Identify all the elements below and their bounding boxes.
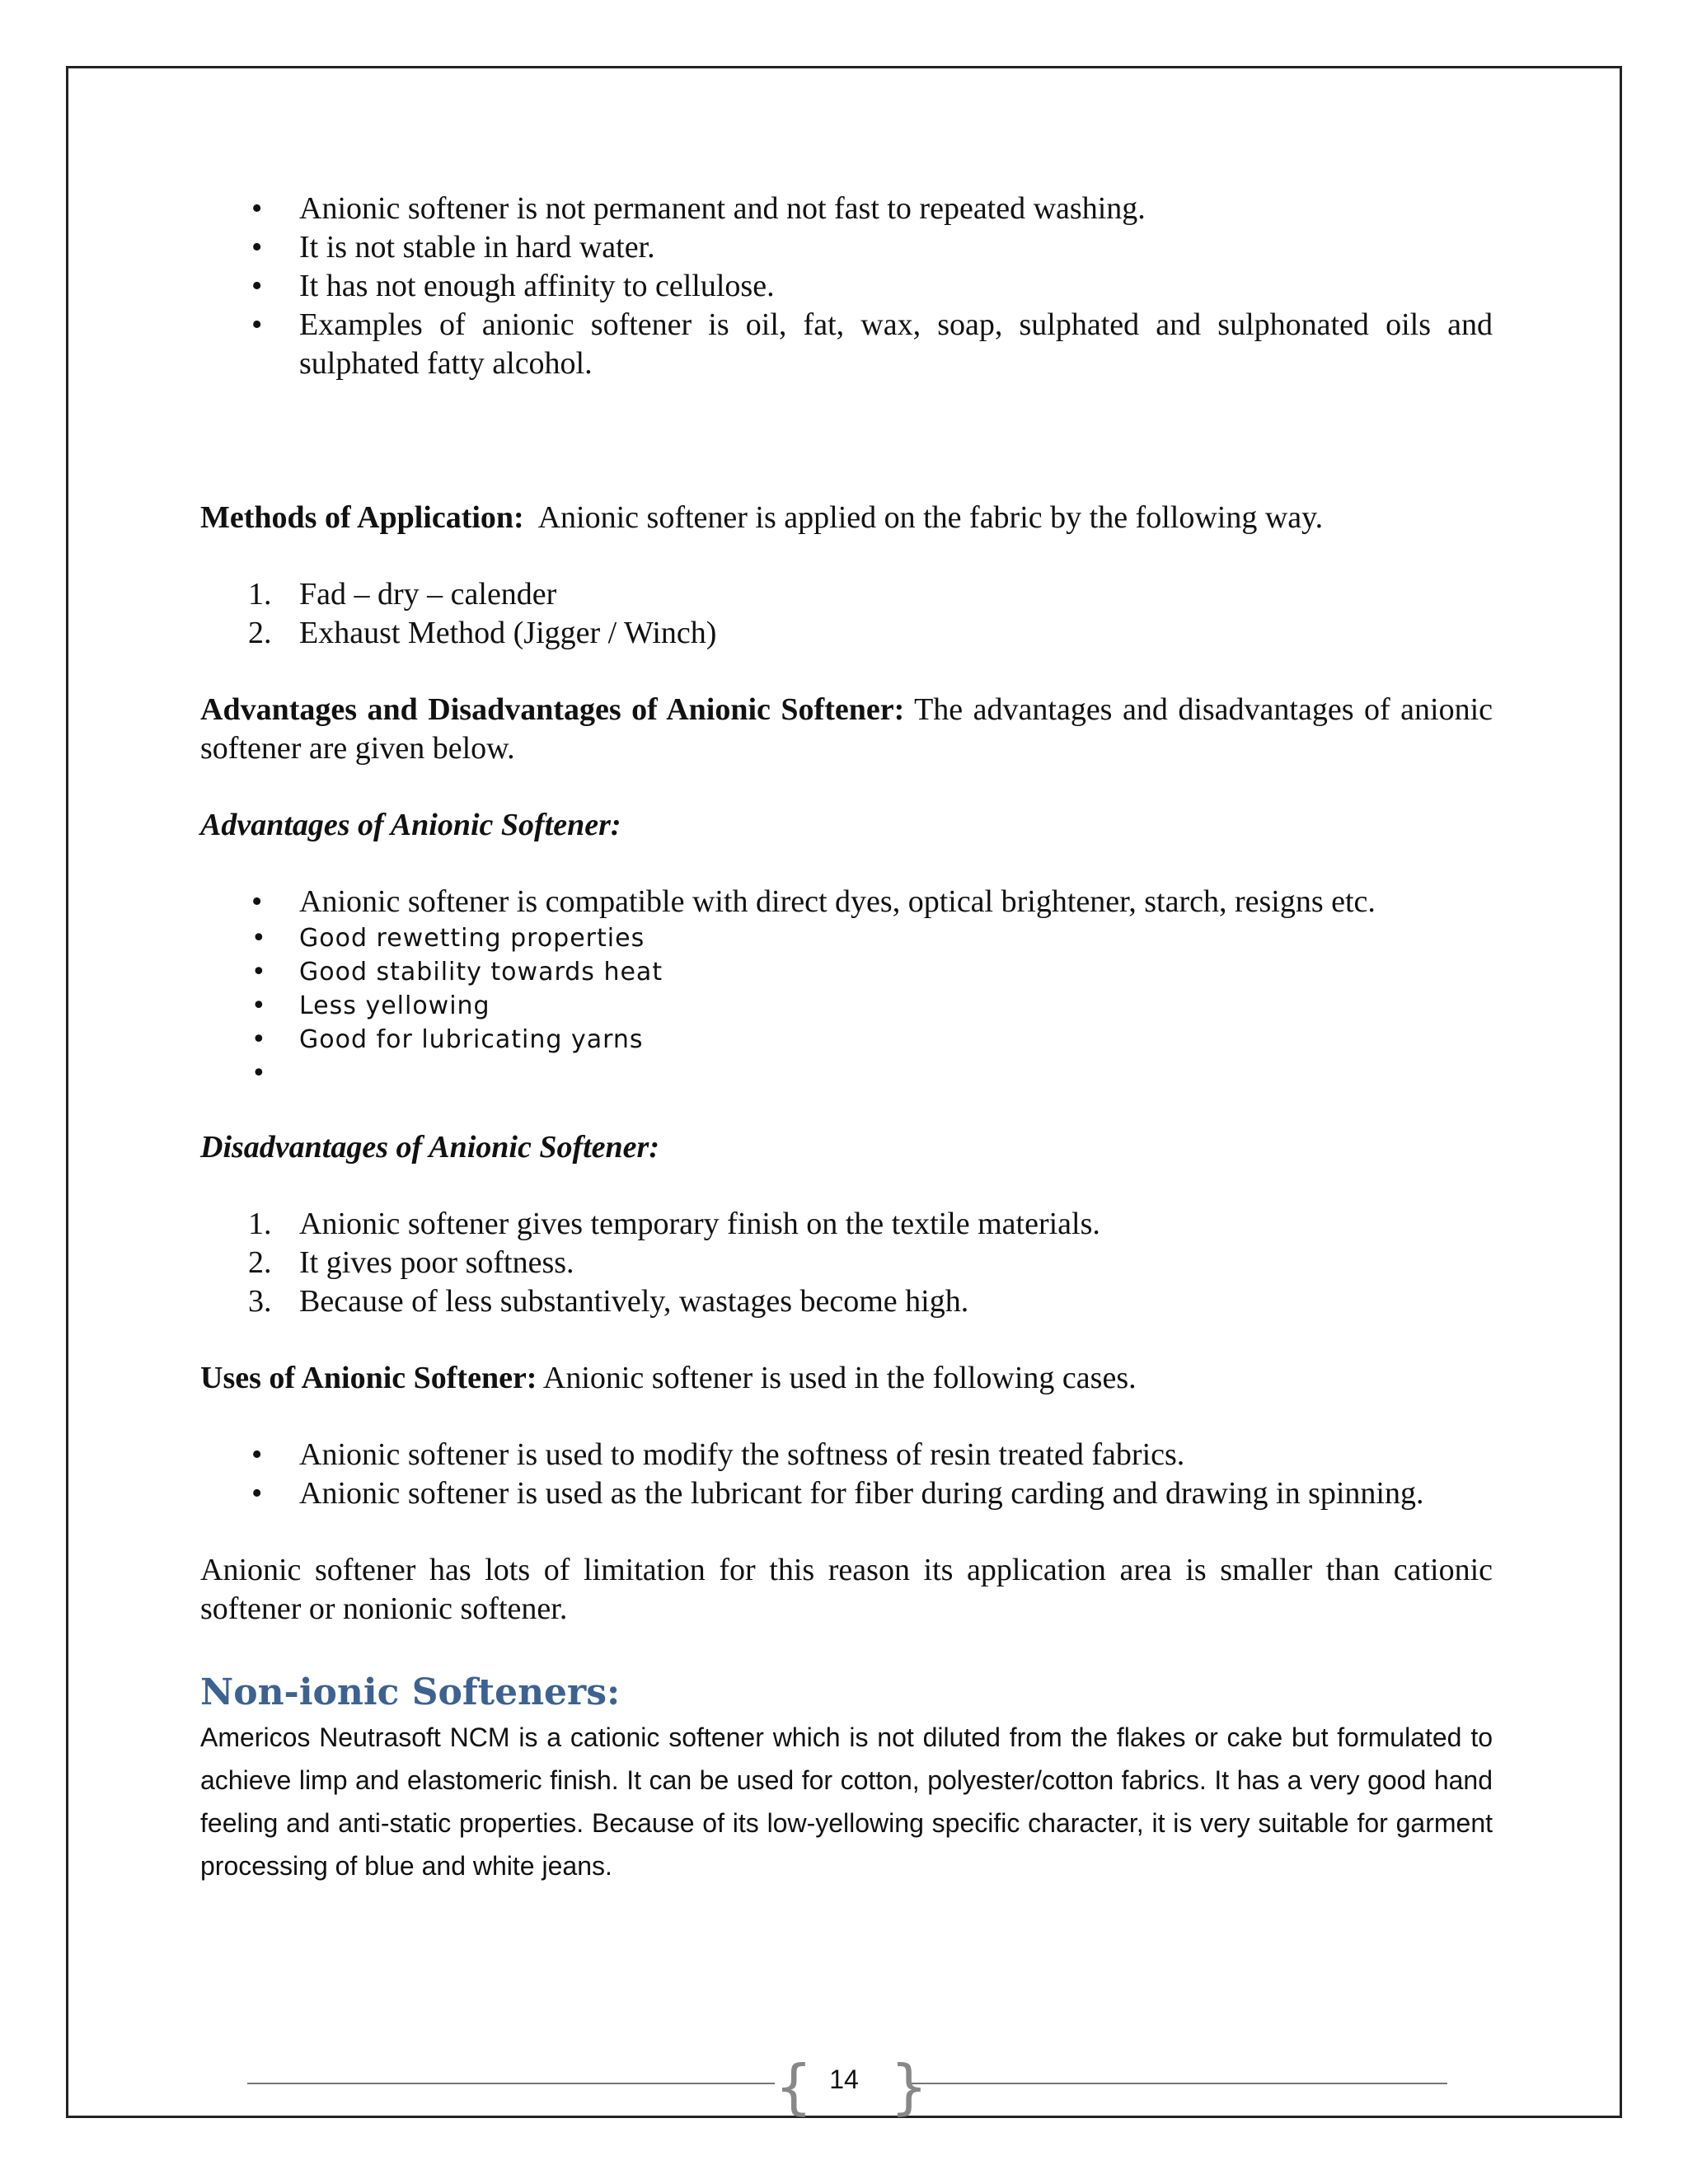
list-item: • Anionic softener is used to modify the softness of resin treated fabrics. [200,1436,1493,1474]
list-item: • Good stability towards heat [200,955,1493,989]
bullet-icon: • [251,230,263,265]
bullet-icon: • [251,1025,267,1054]
bullet-icon: • [251,924,267,953]
footer-bracket-right: } [890,2052,928,2121]
bullet-icon: • [251,1476,263,1511]
advantages-list [200,883,1493,1090]
adv-disadv-heading: Advantages and Disadvantages of Anionic Softener: [200,692,905,727]
top-bullet-list [200,190,1493,383]
list-item: 2. Exhaust Method (Jigger / Winch) [248,616,717,650]
document-body [200,190,1493,1887]
disadvantages-heading: Disadvantages of Anionic Softener: [200,1130,659,1165]
methods-list [200,575,1493,653]
list-item [200,1057,1493,1090]
bullet-icon: • [251,1059,267,1088]
bullet-icon: • [251,307,263,342]
bullet-icon: • [251,1437,263,1472]
list-item: • Anionic softener is compatible with direct dyes, optical brightener, starch, resigns etc. [200,883,1493,921]
bullet-icon: • [251,958,267,987]
uses-heading: Uses of Anionic Softener: [200,1361,537,1395]
list-item: 1. Anionic softener gives temporary finish on the textile materials. [248,1207,1100,1241]
methods-paragraph: Methods of Application: Anionic softener is applied on the fabric by the following way. [200,500,1324,535]
nonionic-paragraph: Americos Neutrasoft NCM is a cationic softener which is not diluted from the flakes or cake but formulated to achieve limp and elastomeric finish. It can be used for cotton, polyester/cotton fabrics. It has a very good hand feeling and anti-static properties. Because of its low-yellowing specific character, it is very suitable for garment processing of blue and white jeans. [200,1722,1493,1881]
list-item: • It is not stable in hard water. [200,228,1493,267]
footer-rule-right [910,2083,1447,2084]
uses-list [200,1436,1493,1513]
list-item: • Anionic softener is not permanent and not fast to repeated washing. [200,190,1493,228]
limitation-paragraph: Anionic softener has lots of limitation for this reason its application area is smaller than cationic softener or nonionic softener. [200,1553,1493,1626]
adv-disadv-paragraph: Advantages and Disadvantages of Anionic Softener: The advantages and disadvantages of anionic softener are given below. [200,692,1493,766]
footer-rule-left [247,2083,775,2084]
list-item: • Examples of anionic softener is oil, fat, wax, soap, sulphated and sulphonated oils and sulphated fatty alcohol. [251,307,1493,381]
footer-bracket-left: { [775,2052,813,2121]
uses-paragraph: Uses of Anionic Softener: Anionic softener is used in the following cases. [200,1361,1137,1395]
list-item: • Good for lubricating yarns [200,1023,1493,1057]
disadvantages-list [200,1205,1493,1321]
list-item: • Anionic softener is used as the lubricant for fiber during carding and drawing in spinning. [200,1474,1493,1513]
list-item: • Good rewetting properties [200,921,1493,955]
list-item: • Less yellowing [200,989,1493,1023]
advantages-heading: Advantages of Anionic Softener: [200,808,621,842]
methods-heading: Methods of Application: [200,500,524,535]
list-item: 1. Fad – dry – calender [248,577,557,612]
bullet-icon: • [251,884,263,919]
list-item: 3. Because of less substantively, wastages become high. [248,1284,969,1319]
bullet-icon: • [251,269,263,303]
list-item: 2. It gives poor softness. [248,1245,574,1280]
page-number: 14 [829,2064,859,2094]
bullet-icon: • [251,191,263,226]
nonionic-heading: Non-ionic Softeners: [200,1671,621,1713]
bullet-icon: • [251,991,267,1020]
list-item: • It has not enough affinity to cellulose. [200,267,1493,306]
